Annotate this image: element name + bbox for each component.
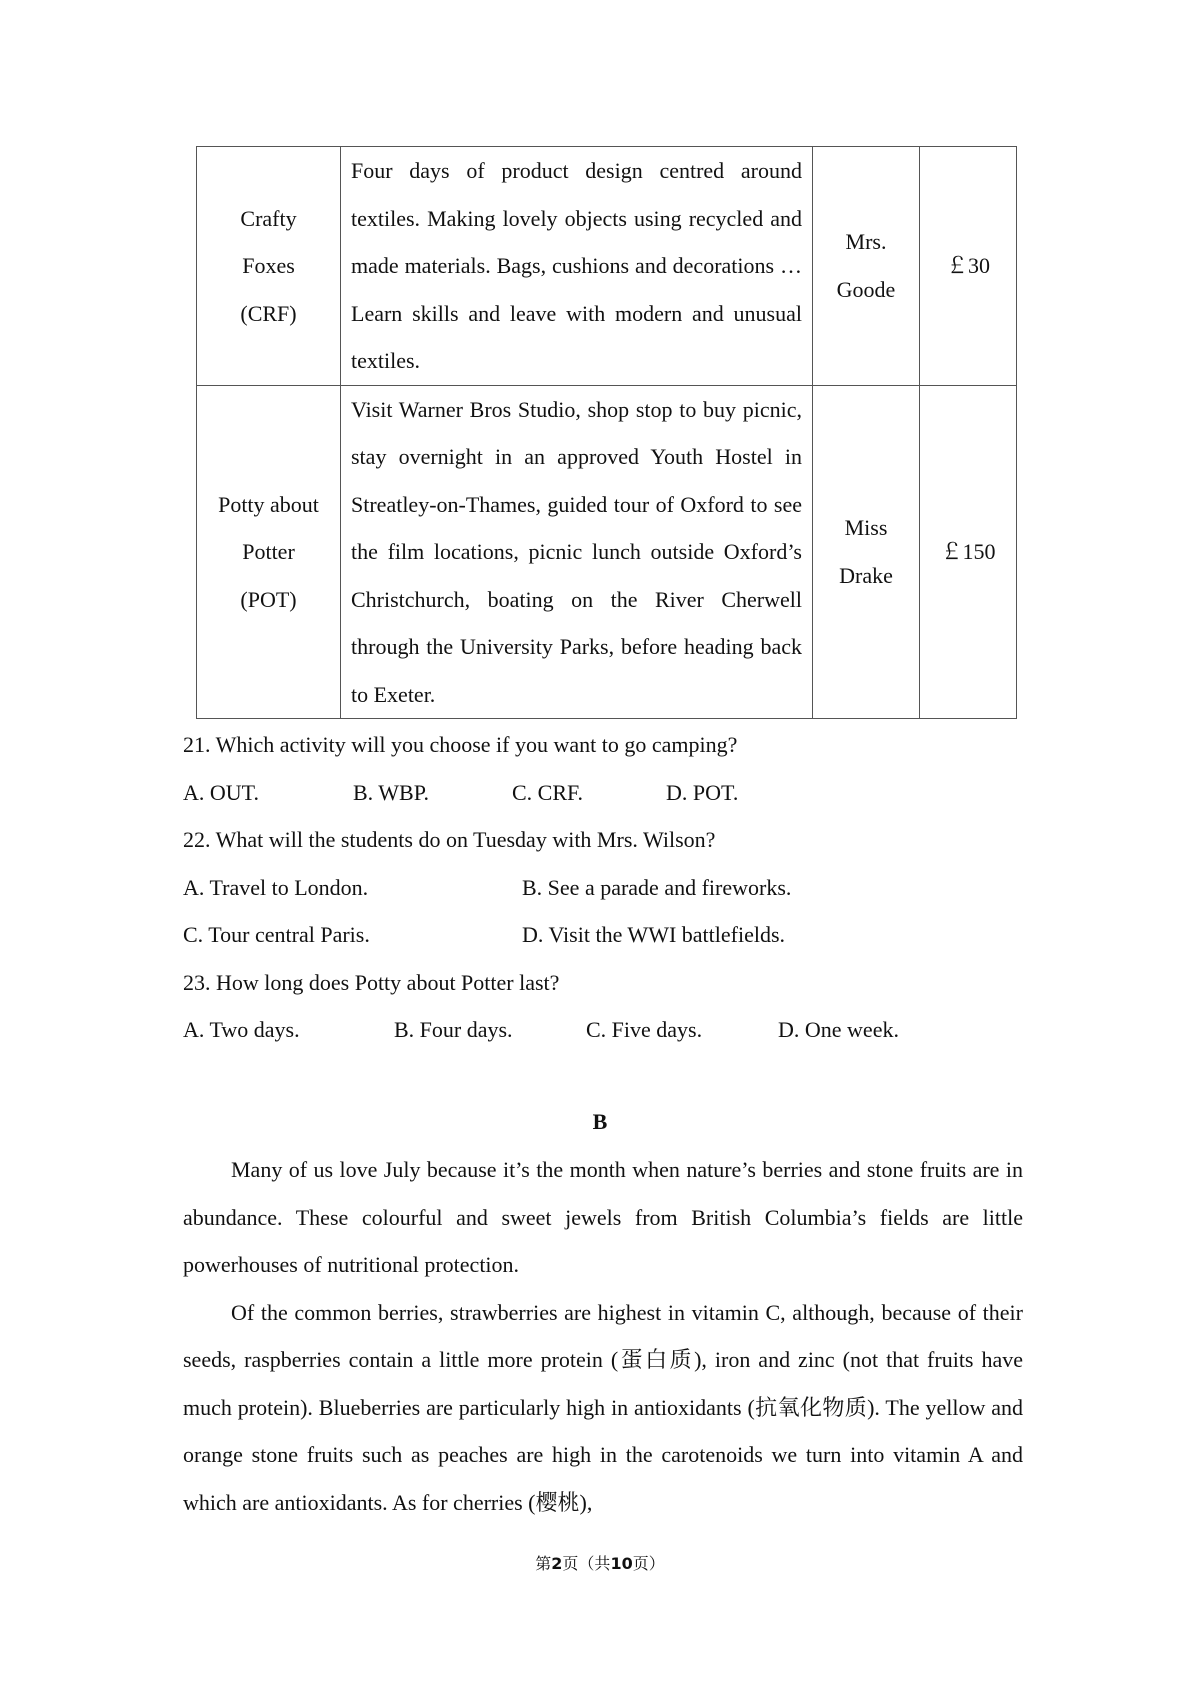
option-a: A. Two days. (183, 1017, 300, 1042)
activity-name-line: Foxes (242, 253, 295, 278)
page-footer (0, 1552, 1200, 1576)
activities-table (196, 146, 1017, 719)
passage-paragraph: Of the common berries, strawberries are highest in vitamin C, although, because of their seeds, raspberries contain a little more protein (蛋白质), iron and zinc (not that fruits have much protein). Blueberries are particularly high in antioxidants (抗氧化物质). The yellow and orange stone fruits such as peaches are high in the carotenoids we turn into vitamin A and which are antioxidants. As for cherries (樱桃), (183, 1299, 1023, 1515)
activity-name-cell (197, 385, 341, 719)
question-options (183, 1006, 1063, 1054)
activity-code: (POT) (240, 586, 297, 612)
option-a: A. OUT. (183, 779, 259, 805)
option-a: A. Travel to London. (183, 874, 369, 900)
questions-block (183, 721, 1063, 1054)
teacher-name: Goode (836, 276, 896, 302)
option-c: C. Five days. (586, 1017, 703, 1042)
option-b: B. See a parade and fireworks. (522, 874, 792, 900)
footer-prefix: 第 (535, 1554, 552, 1573)
table-row (197, 147, 1017, 386)
total-pages: 10 (610, 1554, 633, 1573)
option-d: D. One week. (778, 1017, 899, 1042)
question-stem: 22. What will the students do on Tuesday with Mrs. Wilson? (183, 827, 716, 852)
activity-description: Visit Warner Bros Studio, shop stop to buy picnic, stay overnight in an approved Youth Hostel in Streatley-on-Thames, guided tour of Oxford to see the film locations, picnic lunch outside Oxford’s Christchurch, boating on the River Cherwell through the University Parks, before heading back to Exeter. (341, 385, 813, 719)
question-options (183, 769, 1063, 817)
activity-code: (CRF) (240, 300, 297, 326)
teacher-title: Mrs. (845, 229, 887, 255)
activity-teacher-cell (813, 147, 920, 386)
section-heading: B (592, 1109, 608, 1134)
teacher-name: Drake (839, 562, 893, 588)
option-b: B. WBP. (353, 779, 430, 805)
activity-teacher-cell (813, 385, 920, 719)
question-options (183, 911, 1063, 959)
question-stem: 23. How long does Potty about Potter last? (183, 969, 560, 995)
option-d: D. POT. (666, 779, 739, 805)
table-row (197, 385, 1017, 719)
option-c: C. Tour central Paris. (183, 922, 370, 947)
page-number: 2 (551, 1554, 563, 1573)
passage-paragraph: Many of us love July because it’s the month when nature’s berries and stone fruits are in abundance. These colourful and sweet jewels from British Columbia’s fields are little powerhouses of nutritional protection. (183, 1157, 1023, 1277)
activity-description: Four days of product design centred around textiles. Making lovely objects using recycled and made materials. Bags, cushions and decorations … Learn skills and leave with modern and unusual textiles. (341, 147, 813, 386)
activity-name-line: Crafty (240, 205, 297, 231)
activity-price: ￡30 (920, 147, 1017, 386)
activity-name-line: Potty about (218, 491, 319, 517)
activity-name-line: Potter (242, 539, 295, 564)
footer-suffix: 页） (632, 1554, 665, 1573)
option-b: B. Four days. (394, 1017, 513, 1042)
activity-price: ￡150 (920, 385, 1017, 719)
option-d: D. Visit the WWI battlefields. (522, 922, 786, 947)
teacher-title: Miss (844, 515, 888, 541)
reading-passage (183, 1146, 1023, 1526)
question-stem: 21. Which activity will you choose if you want to go camping? (183, 732, 738, 757)
activity-name-cell (197, 147, 341, 386)
option-c: C. CRF. (512, 779, 583, 805)
question-options (183, 864, 1063, 912)
footer-middle: 页（共 (562, 1554, 611, 1573)
